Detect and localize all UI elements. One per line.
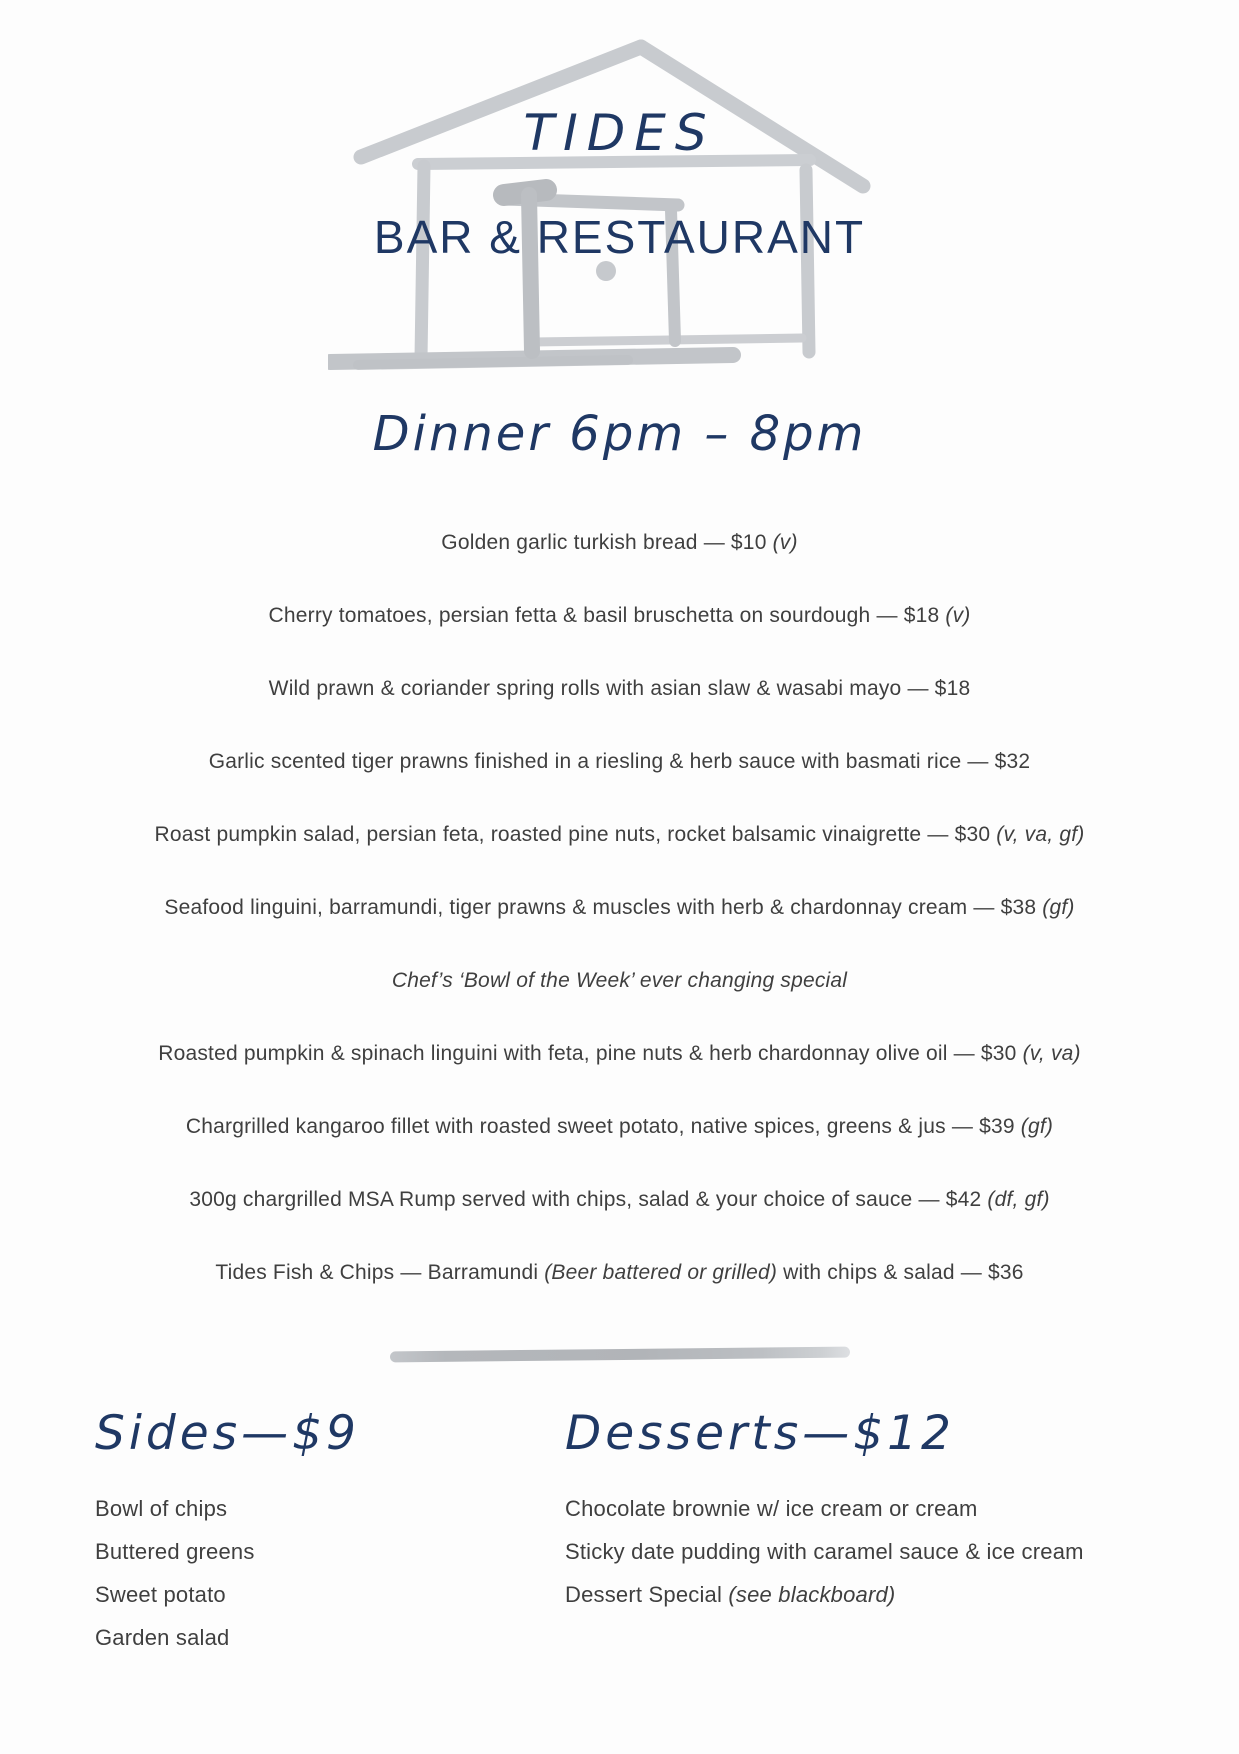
menu-item-text: Chef’s ‘Bowl of the Week’ ever changing special [391, 969, 848, 992]
dinner-menu-item [0, 1017, 1239, 1090]
menu-item-text: (Beer battered or grilled) [544, 1261, 778, 1284]
desserts-heading: Desserts—$12 [565, 1406, 955, 1461]
dinner-menu-item [0, 1236, 1239, 1309]
dinner-menu-item [0, 798, 1239, 871]
menu-item-text: (see blackboard) [728, 1582, 896, 1607]
menu-item-text: Dessert Special [565, 1582, 729, 1607]
side-item [95, 1487, 360, 1530]
menu-item-text: Sticky date pudding with caramel sauce & ice cream [565, 1539, 1084, 1564]
dinner-menu-item [0, 1163, 1239, 1236]
house-logo-icon [328, 38, 888, 373]
sides-list [95, 1487, 360, 1659]
menu-item-text: (v) [945, 604, 971, 627]
desserts-section [565, 1406, 1084, 1616]
side-item [95, 1573, 360, 1616]
side-item [95, 1616, 360, 1659]
side-item [95, 1530, 360, 1573]
dinner-menu-item [0, 1090, 1239, 1163]
dessert-item [565, 1487, 1084, 1530]
dinner-menu-list [0, 506, 1239, 1309]
menu-item-text: Buttered greens [95, 1539, 255, 1564]
dinner-heading: Dinner 6pm – 8pm [372, 406, 867, 462]
menu-item-text: (v, va, gf) [996, 823, 1085, 846]
menu-item-text: (gf) [1020, 1115, 1054, 1138]
dinner-menu-item [0, 944, 1239, 1017]
menu-item-text: Roasted pumpkin & spinach linguini with feta, pine nuts & herb chardonnay olive oil — $30 [158, 1042, 1023, 1065]
menu-item-text: Garden salad [95, 1625, 230, 1650]
menu-item-text: Tides Fish & Chips — Barramundi [215, 1261, 545, 1284]
menu-item-text: Bowl of chips [95, 1496, 228, 1521]
sides-heading: Sides—$9 [95, 1406, 360, 1461]
menu-item-text: (v) [772, 531, 798, 554]
menu-item-text: Seafood linguini, barramundi, tiger prawns & muscles with herb & chardonnay cream — $38 [164, 896, 1043, 919]
menu-item-text: Golden garlic turkish bread — $10 [441, 531, 773, 554]
desserts-list [565, 1487, 1084, 1616]
brand-name: TIDES [523, 104, 716, 162]
menu-item-text: Roast pumpkin salad, persian feta, roasted pine nuts, rocket balsamic vinaigrette — $30 [154, 823, 997, 846]
dessert-item [565, 1573, 1084, 1616]
menu-item-text: Garlic scented tiger prawns finished in a riesling & herb sauce with basmati rice — $32 [208, 750, 1031, 773]
sides-section [95, 1406, 360, 1659]
dinner-menu-item [0, 506, 1239, 579]
brand-subtitle: BAR & RESTAURANT [373, 211, 866, 263]
menu-item-text: (df, gf) [987, 1188, 1050, 1211]
menu-item-text: (v, va) [1022, 1042, 1081, 1065]
menu-item-text: 300g chargrilled MSA Rump served with chips, salad & your choice of sauce — $42 [189, 1188, 988, 1211]
menu-item-text: with chips & salad — $36 [777, 1261, 1024, 1284]
menu-item-text: Chargrilled kangaroo fillet with roasted sweet potato, native spices, greens & jus — $39 [185, 1115, 1021, 1138]
dessert-item [565, 1530, 1084, 1573]
menu-item-text: (gf) [1042, 896, 1075, 919]
dinner-menu-item [0, 652, 1239, 725]
menu-item-text: Cherry tomatoes, persian fetta & basil bruschetta on sourdough — $18 [268, 604, 946, 627]
menu-item-text: Wild prawn & coriander spring rolls with asian slaw & wasabi mayo — $18 [268, 677, 971, 700]
menu-item-text: Chocolate brownie w/ ice cream or cream [565, 1496, 978, 1521]
dinner-menu-item [0, 871, 1239, 944]
menu-item-text: Sweet potato [95, 1582, 226, 1607]
dinner-menu-item [0, 725, 1239, 798]
dinner-menu-item [0, 579, 1239, 652]
brush-stroke-divider [389, 1347, 849, 1363]
